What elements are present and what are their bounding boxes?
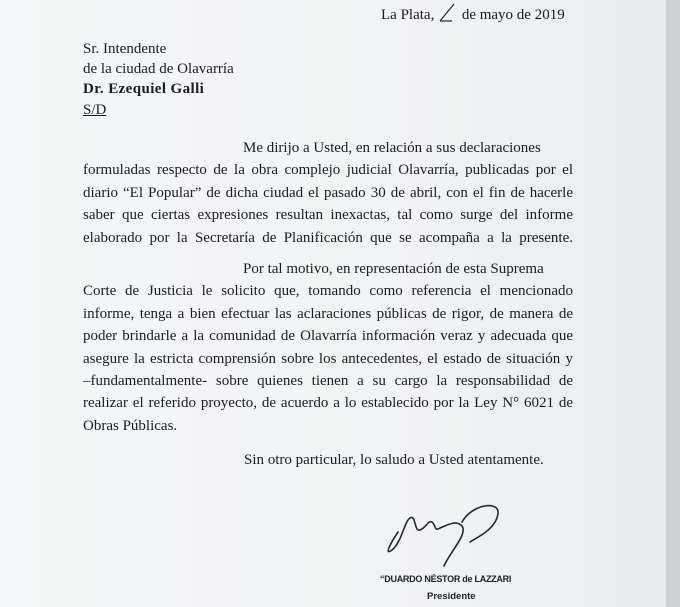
signer-role: Presidente bbox=[427, 591, 476, 602]
paragraph-2 bbox=[83, 258, 573, 437]
recipient-name: Dr. Ezequiel Galli bbox=[83, 81, 205, 97]
handwritten-day-mark bbox=[438, 3, 458, 24]
paragraph-line: realizar el referido proyecto, de acuerdo a lo establecido por la Ley N° 6021 de bbox=[83, 395, 573, 412]
date-place: La Plata, bbox=[381, 7, 435, 23]
closing-line: Sin otro particular, lo saludo a Usted atentamente. bbox=[244, 452, 544, 468]
recipient-code: S/D bbox=[83, 102, 107, 118]
paragraph-line: informe, tenga a bien efectuar las aclaraciones públicas de rigor, de manera de bbox=[83, 305, 573, 322]
paragraph-line: –fundamentalmente- sobre quienes tienen a su cargo la responsabilidad de bbox=[83, 373, 573, 390]
date-month-year: de mayo de 2019 bbox=[461, 7, 565, 23]
handwritten-signature bbox=[380, 492, 530, 572]
paragraph-line: elaborado por la Secretaría de Planificación que se acompaña a la presente. bbox=[83, 229, 573, 246]
paragraph-line: Por tal motivo, en representación de esta Suprema bbox=[243, 261, 544, 277]
paragraph-line: diario “El Popular” de dicha ciudad el pasado 30 de abril, con el fin de hacerle bbox=[83, 184, 573, 201]
paragraph-line: Corte de Justicia le solicito que, tomando como referencia el mencionado bbox=[83, 283, 573, 300]
paragraph-line: poder brindarle a la comunidad de Olavarría información veraz y adecuada que bbox=[83, 328, 573, 345]
page-edge bbox=[666, 0, 680, 607]
paragraph-line: asegure la estricta comprensión sobre los antecedentes, el estado de situación y bbox=[83, 350, 573, 367]
paragraph-line: Obras Públicas. bbox=[83, 417, 178, 434]
paragraph-line: saber que ciertas expresiones resultan inexactas, tal como surge del informe bbox=[83, 207, 573, 224]
recipient-title: Sr. Intendente bbox=[83, 41, 167, 57]
letter-date bbox=[381, 3, 565, 24]
paragraph-line: Me dirijo a Usted, en relación a sus declaraciones bbox=[243, 140, 541, 156]
paragraph-line: formuladas respecto de la obra complejo judicial Olavarría, publicadas por el bbox=[83, 162, 573, 179]
signer-name: “DUARDO NÉSTOR de LAZZARI bbox=[380, 574, 512, 585]
paragraph-1 bbox=[83, 137, 573, 249]
recipient-city: de la ciudad de Olavarría bbox=[83, 61, 234, 77]
